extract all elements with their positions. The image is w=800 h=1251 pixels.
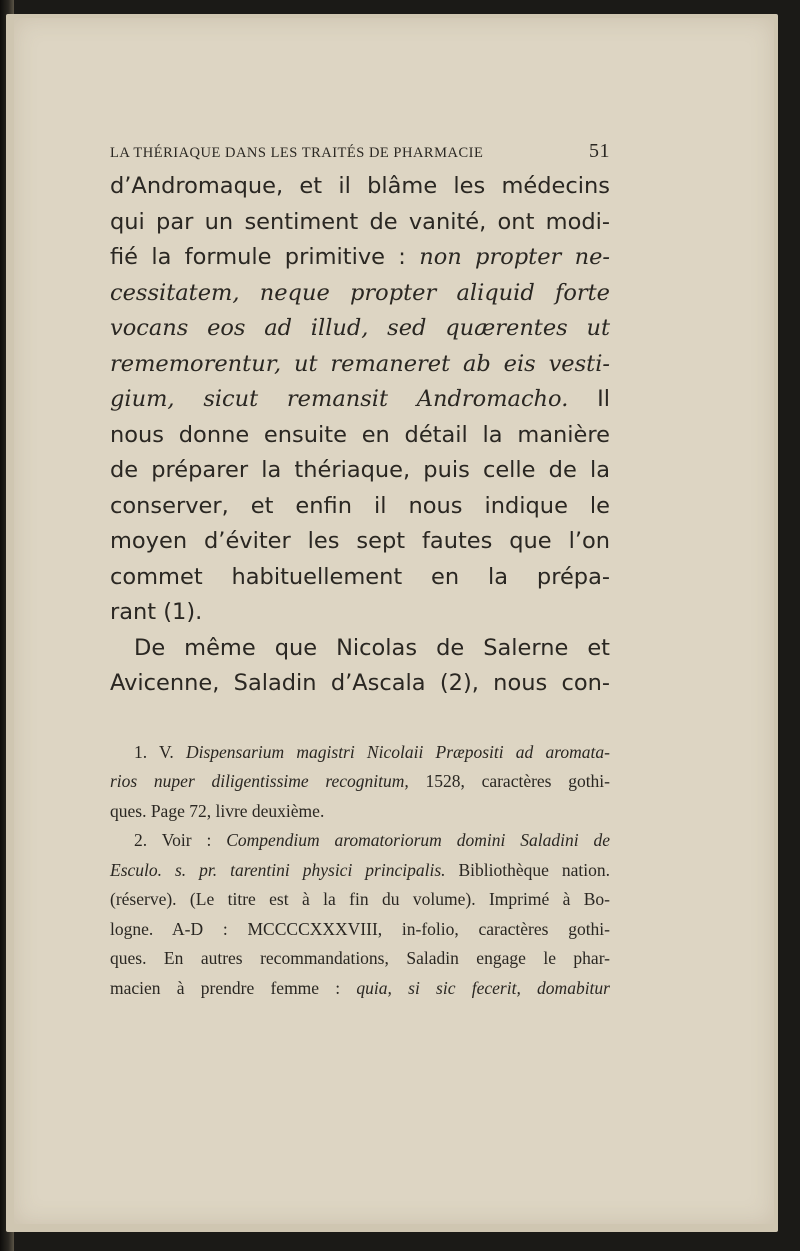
footnote-line xyxy=(110,885,610,915)
italic-text: gium, sicut remansit Andromacho. xyxy=(110,386,569,412)
text-run: nous donne ensuite en détail la manière xyxy=(110,421,610,448)
text-run: conserver, et enfin il nous indique le xyxy=(110,492,610,519)
text-run: de préparer la thériaque, puis celle de la xyxy=(110,457,610,483)
body-line xyxy=(110,560,610,596)
text-run: Il xyxy=(568,386,610,412)
body-text xyxy=(110,169,610,702)
body-line xyxy=(110,382,610,418)
text-run: 2. Voir : xyxy=(134,830,227,850)
text-run: fié la formule primitive : xyxy=(110,244,420,270)
running-head xyxy=(110,140,610,163)
italic-text: Esculo. s. pr. tarentini physici principalis. xyxy=(110,859,446,880)
footnote-line xyxy=(110,797,610,827)
body-line xyxy=(110,524,610,560)
text-run: macien à prendre femme : xyxy=(110,977,357,998)
text-run: rant (1). xyxy=(110,599,203,625)
footnote-line xyxy=(110,974,610,1004)
italic-text: Dispensarium magistri Nicolaii Præpositi ad aromata- xyxy=(185,741,610,762)
page-content xyxy=(110,140,610,1003)
footnote-line xyxy=(110,738,610,768)
footnote-line xyxy=(110,915,610,945)
body-line xyxy=(110,453,610,489)
running-head-title: LA THÉRIAQUE DANS LES TRAITÉS DE PHARMACIE xyxy=(110,145,484,161)
body-line xyxy=(110,240,610,276)
body-line xyxy=(110,347,610,383)
text-run: logne. A-D : MCCCCXXXVIII, in-folio, caractères gothi- xyxy=(110,918,610,939)
text-run: d’Andromaque, et il blâme les médecins xyxy=(110,173,610,199)
text-run: Bibliothèque nation. xyxy=(445,859,611,880)
body-line xyxy=(110,489,610,525)
italic-text: cessitatem, neque propter aliquid forte xyxy=(110,279,610,306)
footnotes xyxy=(110,738,610,1004)
text-run: (réserve). (Le titre est à la fin du volume). Imprimé à Bo- xyxy=(110,889,610,909)
text-run: 1. V. xyxy=(134,741,186,762)
text-run: moyen d’éviter les sept fautes que l’on xyxy=(110,528,610,554)
italic-text: Compendium aromatoriorum domini Saladini de xyxy=(226,830,610,850)
text-run: ques. En autres recommandations, Saladin engage le phar- xyxy=(110,948,610,968)
footnote-line xyxy=(110,767,610,797)
italic-text: quia, si sic fecerit, domabitur xyxy=(356,977,610,998)
footnote xyxy=(110,826,610,1003)
body-line xyxy=(110,418,610,454)
body-line xyxy=(110,631,610,667)
page-number: 51 xyxy=(589,140,610,162)
body-line xyxy=(110,276,610,312)
text-run: commet habituellement en la prépa- xyxy=(110,563,610,590)
italic-text: rememorentur, ut remaneret ab eis vesti- xyxy=(110,350,610,377)
italic-text: vocans eos ad illud, sed quærentes ut xyxy=(110,315,610,341)
footnote-line xyxy=(110,856,610,886)
body-line xyxy=(110,311,610,347)
body-line xyxy=(110,595,610,631)
text-run: Avicenne, Saladin d’Ascala (2), nous con- xyxy=(110,670,610,696)
footnote-line xyxy=(110,826,610,856)
footnote-line xyxy=(110,944,610,974)
italic-text: rios nuper diligentissime recognitum, xyxy=(110,771,409,791)
body-line xyxy=(110,205,610,241)
italic-text: non propter ne- xyxy=(419,244,610,270)
body-line xyxy=(110,666,610,702)
text-run: 1528, caractères gothi- xyxy=(408,771,610,791)
footnote xyxy=(110,738,610,827)
text-run: qui par un sentiment de vanité, ont modi- xyxy=(110,208,610,235)
text-run: ques. Page 72, livre deuxième. xyxy=(110,800,325,821)
body-line xyxy=(110,169,610,205)
text-run: De même que Nicolas de Salerne et xyxy=(134,634,610,661)
